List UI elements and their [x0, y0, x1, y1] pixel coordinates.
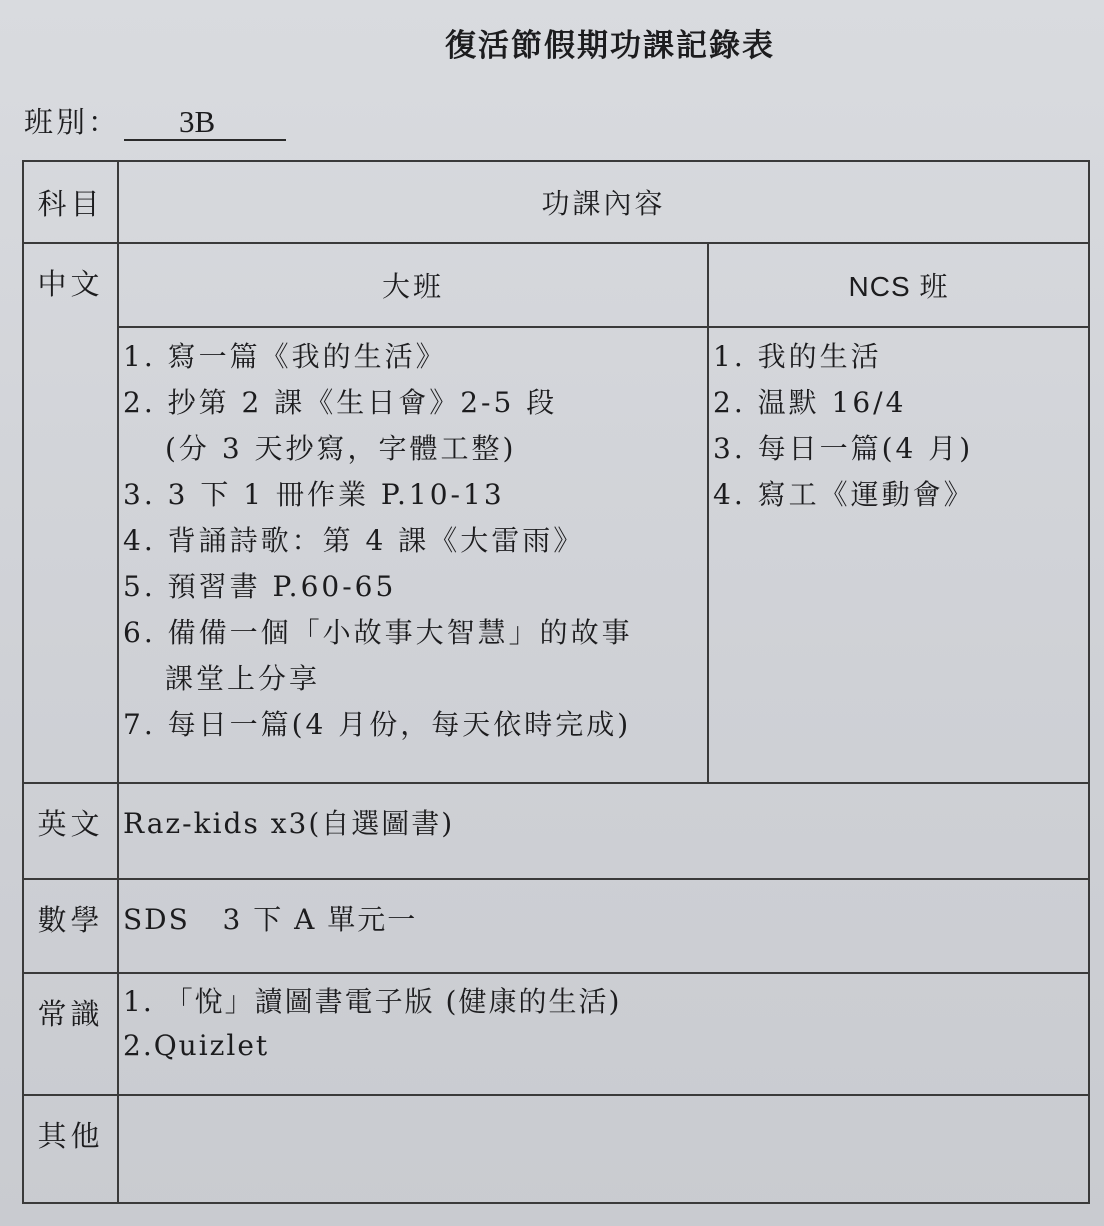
list-item: 2. 抄第 2 課《生日會》2-5 段 (分 3 天抄寫，字體工整): [123, 386, 558, 465]
list-item: 1. 寫一篇《我的生活》: [123, 340, 447, 373]
list-item: 3. 每日一篇(4 月): [713, 432, 974, 465]
ncs-class-list: [709, 328, 1088, 518]
page-title: 復活節假期功課記錄表: [445, 28, 775, 64]
general-studies-homework: [118, 973, 1089, 1095]
class-label: 班別：: [24, 105, 121, 139]
list-item: 2.Quizlet: [123, 1029, 270, 1062]
list-item: 1. 我的生活: [713, 340, 882, 373]
class-value: 3B: [124, 105, 286, 141]
list-item: 5. 預習書 P.60-65: [123, 570, 397, 603]
general-studies-row: [23, 973, 1089, 1095]
big-class-list: [119, 328, 707, 748]
ncs-class-header: NCS 班: [708, 243, 1089, 327]
homework-table: [22, 160, 1090, 1204]
math-homework: SDS 3 下 A 單元一: [118, 879, 1089, 973]
english-row: [23, 783, 1089, 879]
subject-header: 科目: [23, 161, 118, 243]
content-header: 功課內容: [118, 161, 1089, 243]
list-item: 3. 3 下 1 冊作業 P.10-13: [123, 478, 505, 511]
chinese-header-row: [23, 243, 1089, 327]
others-homework: [118, 1095, 1089, 1203]
list-item: 7. 每日一篇(4 月份，每天依時完成): [123, 708, 632, 741]
subject-others: 其他: [23, 1095, 118, 1203]
chinese-content-row: [23, 327, 1089, 783]
english-homework: Raz-kids x3(自選圖書): [118, 783, 1089, 879]
list-item: 4. 背誦詩歌：第 4 課《大雷雨》: [123, 524, 585, 557]
list-item: 1. 「悅」讀圖書電子版 (健康的生活): [123, 985, 622, 1018]
subject-general-studies: 常識: [23, 973, 118, 1095]
list-item: 4. 寫工《運動會》: [713, 478, 975, 511]
big-class-header: 大班: [118, 243, 708, 327]
class-field: [24, 100, 286, 141]
list-item: 6. 備備一個「小故事大智慧」的故事 課堂上分享: [123, 616, 633, 695]
math-row: [23, 879, 1089, 973]
header-row: [23, 161, 1089, 243]
big-class-homework: [118, 327, 708, 783]
list-item: 2. 温默 16/4: [713, 386, 907, 419]
subject-english: 英文: [23, 783, 118, 879]
subject-math: 數學: [23, 879, 118, 973]
subject-chinese: 中文: [23, 243, 118, 783]
ncs-class-homework: [708, 327, 1089, 783]
others-row: [23, 1095, 1089, 1203]
